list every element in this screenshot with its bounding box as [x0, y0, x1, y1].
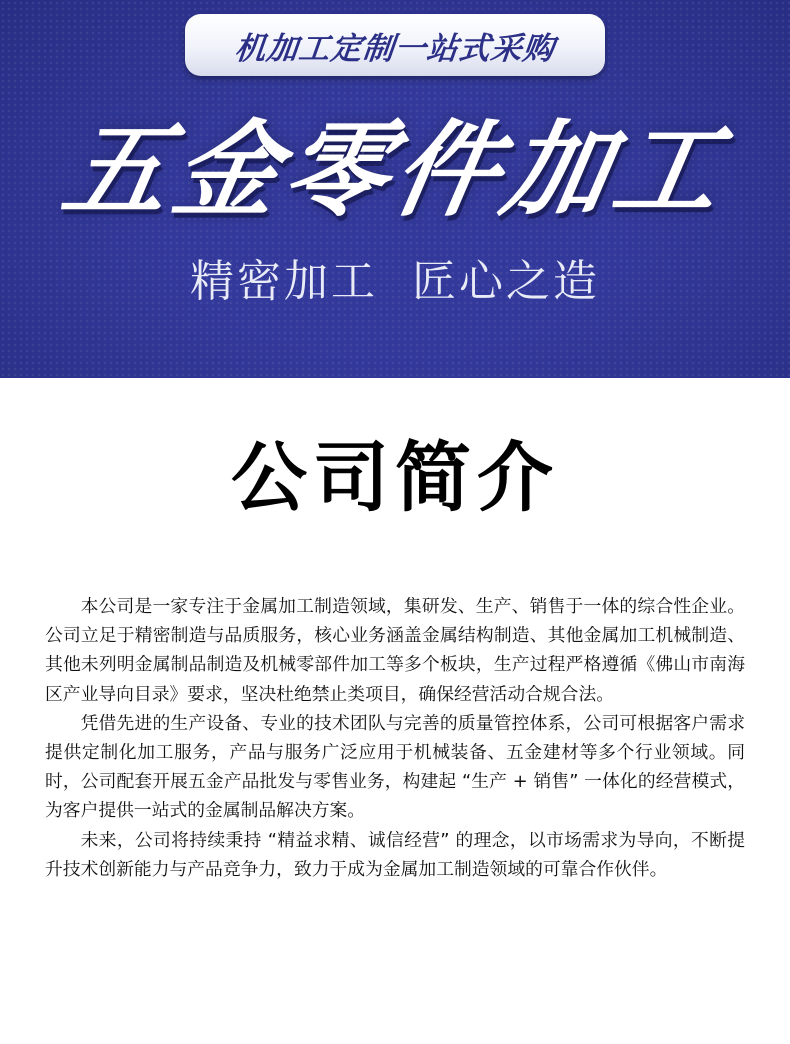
intro-paragraph: 凭借先进的生产设备、专业的技术团队与完善的质量管控体系，公司可根据客户需求提供定制化加工服务，产品与服务广泛应用于机械装备、五金建材等多个行业领域。同时，公司配套开展五金产品批发与零售业务，构建起 “生产 + 销售” 一体化的经营模式，为客户提供一站式的金属制品解决方案。 [45, 712, 745, 822]
company-intro-body [45, 592, 745, 884]
hero-tagline: 精密加工 匠心之造 [190, 256, 600, 307]
intro-paragraph: 本公司是一家专注于金属加工制造领域，集研发、生产、销售于一体的综合性企业。公司立足于精密制造与品质服务，核心业务涵盖金属结构制造、其他金属加工机械制造、其他未列明金属制品制造及机械零部件加工等多个板块，生产过程严格遵循《佛山市南海区产业导向目录》要求，坚决杜绝禁止类项目，确保经营活动合规合法。 [45, 596, 745, 705]
intro-paragraph: 未来，公司将持续秉持 “精益求精、诚信经营” 的理念，以市场需求为导向，不断提升技术创新能力与产品竞争力，致力于成为金属加工制造领域的可靠合作伙伴。 [45, 829, 745, 880]
category-badge [185, 14, 605, 76]
hero-banner [0, 0, 790, 378]
hero-headline: 五金零件加工 [54, 109, 736, 231]
company-intro-title: 公司简介 [231, 433, 559, 522]
category-badge-text: 机加工定制一站式采购 [232, 30, 557, 67]
